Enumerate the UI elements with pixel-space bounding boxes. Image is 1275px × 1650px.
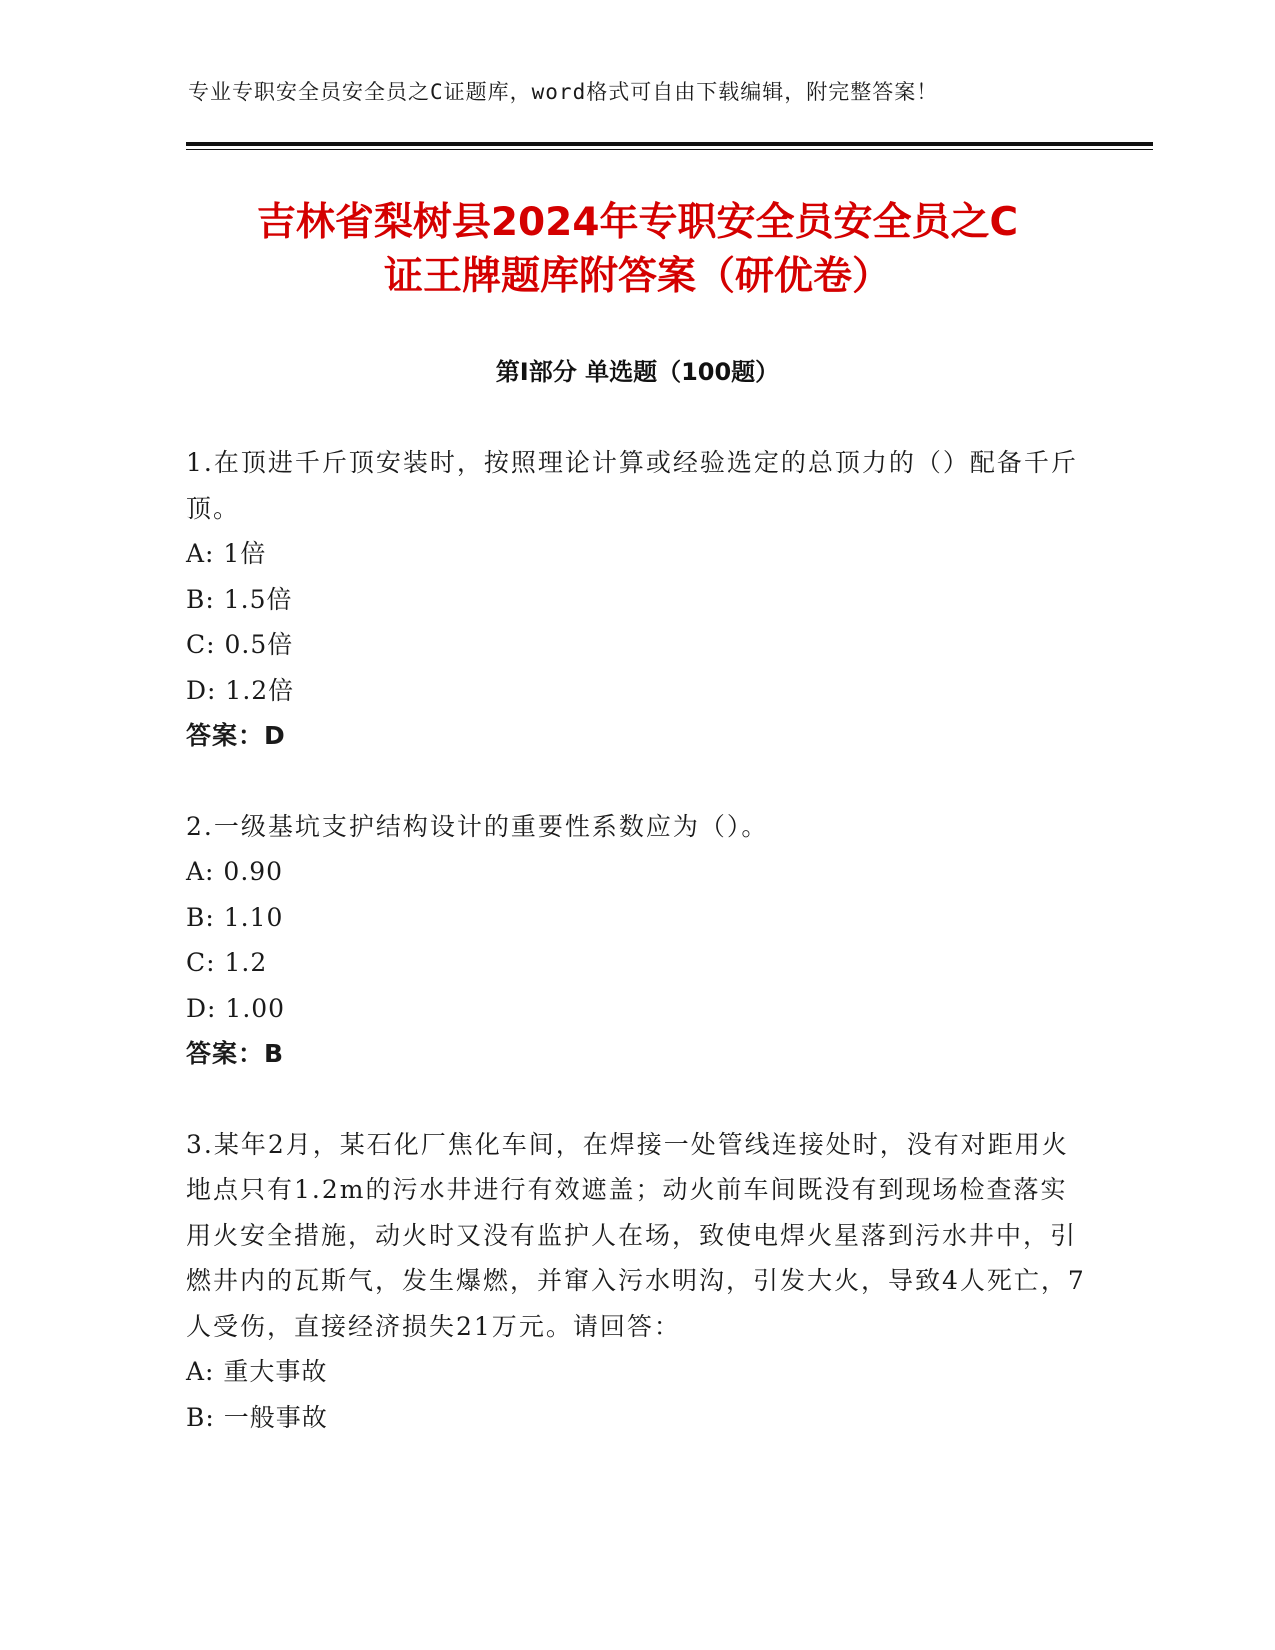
question-2 — [186, 804, 1086, 1077]
document-title — [150, 196, 1125, 304]
option-b: B: 1.5倍 — [186, 584, 293, 614]
page-header: 专业专职安全员安全员之C证题库，word格式可自由下载编辑，附完整答案！ — [188, 80, 939, 104]
question-text: 1.在顶进千斤顶安装时，按照理论计算或经验选定的总顶力的（）配备千斤顶。 — [186, 448, 1078, 523]
header-rule-thick — [186, 142, 1153, 146]
option-a: A: 重大事故 — [186, 1357, 328, 1386]
option-b: B: 1.10 — [186, 902, 284, 932]
option-a: A: 1倍 — [186, 539, 267, 568]
document-title-line-2: 证王牌题库附答案（研优卷） — [383, 254, 891, 299]
question-text: 3.某年2月，某石化厂焦化车间，在焊接一处管线连接处时，没有对距用火地点只有1.2m的污水井进行有效遮盖；动火前车间既没有到现场检查落实用火安全措施，动火时又没有监护人在场，致使电焊火星落到污水井中，引燃井内的瓦斯气，发生爆燃，并窜入污水明沟，引发大火，导致4人死亡，7人受伤，直接经济损失21万元。请回答： — [186, 1129, 1086, 1341]
header-rule-thin — [186, 149, 1153, 150]
question-text: 2.一级基坑支护结构设计的重要性系数应为（）。 — [186, 811, 769, 841]
option-c: C: 1.2 — [186, 948, 268, 977]
answer: 答案：D — [186, 721, 286, 750]
answer: 答案：B — [186, 1039, 285, 1068]
question-3 — [186, 1122, 1086, 1441]
option-d: D: 1.00 — [186, 993, 286, 1023]
option-c: C: 0.5倍 — [186, 630, 294, 659]
option-a: A: 0.90 — [186, 857, 284, 886]
section-title: 第Ⅰ部分 单选题（100题） — [495, 358, 780, 386]
option-b: B: 一般事故 — [186, 1402, 328, 1432]
question-1 — [186, 440, 1086, 759]
question-list — [186, 440, 1086, 1485]
document-title-line-1: 吉林省梨树县2024年专职安全员安全员之C — [256, 200, 1019, 245]
option-d: D: 1.2倍 — [186, 675, 295, 705]
